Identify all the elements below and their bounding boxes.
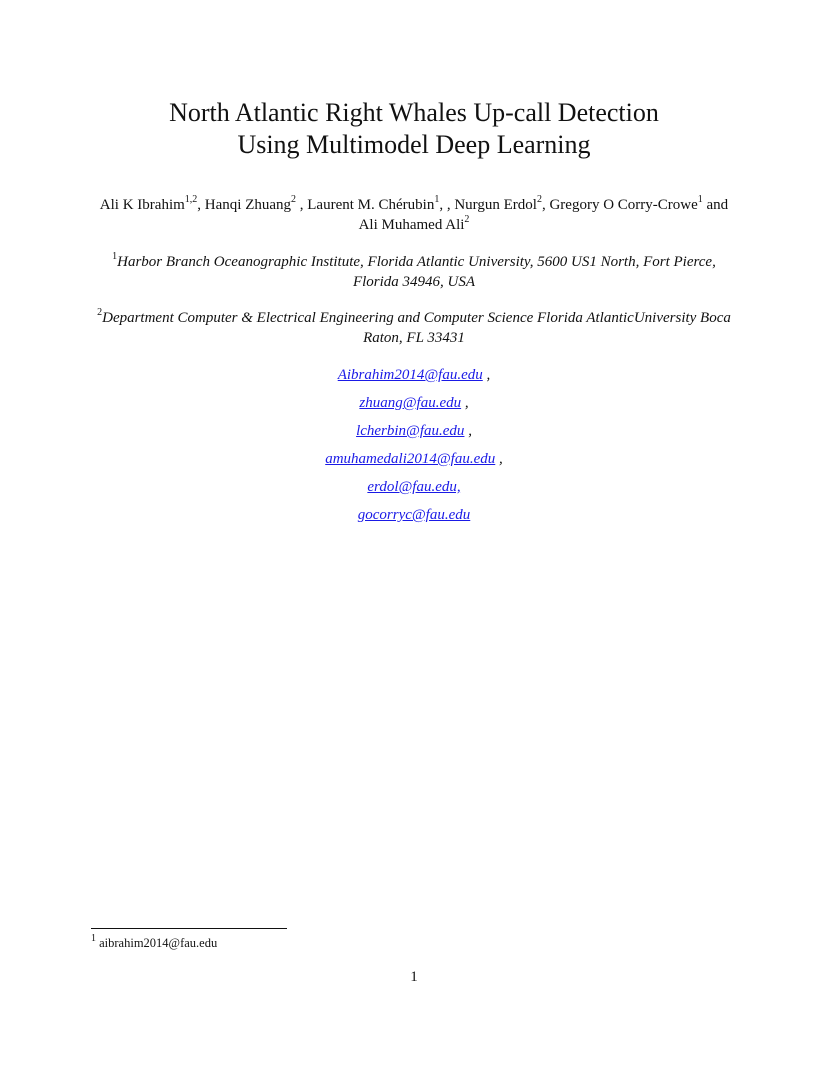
page-number: 1: [410, 969, 418, 985]
author-name: , Hanqi Zhuang: [197, 197, 292, 213]
email-link[interactable]: Aibrahim2014@fau.edu: [337, 367, 483, 383]
email-separator: ,: [464, 423, 472, 439]
footnote-text: aibrahim2014@fau.edu: [99, 936, 218, 950]
email-entry: [96, 477, 732, 505]
footnote-mark: 1: [91, 932, 96, 944]
email-link[interactable]: lcherbin@fau.edu: [356, 423, 465, 439]
author-name: , , Nurgun Erdol: [439, 197, 537, 213]
author-affiliation-mark: 1: [697, 194, 703, 205]
email-entry: [96, 449, 732, 477]
email-list: [96, 365, 732, 533]
paper-title-line-2: Using Multimodel Deep Learning: [237, 130, 591, 159]
affiliation-text: Harbor Branch Oceanographic Institute, Florida Atlantic University, 5600 US1 North, Fort Pierce, Florida 34946, USA: [117, 254, 716, 290]
email-separator: ,: [482, 367, 491, 383]
author-affiliation-mark: 1,2: [184, 194, 198, 205]
author-name: , Gregory O Corry-Crowe: [541, 197, 698, 213]
author-affiliation-mark: 1: [434, 194, 440, 205]
affiliation-mark: 1: [112, 251, 118, 262]
author-affiliation-mark: 2: [464, 214, 470, 225]
author-list: [96, 195, 732, 235]
paper-title: [60, 97, 768, 161]
email-link[interactable]: amuhamedali2014@fau.edu: [325, 451, 496, 467]
email-entry: [96, 421, 732, 449]
affiliation-1: [96, 252, 732, 292]
email-entry: [96, 365, 732, 393]
author-affiliation-mark: 2: [536, 194, 542, 205]
affiliation-2: [96, 308, 732, 348]
author-name: Ali K Ibrahim: [99, 197, 185, 213]
affiliation-text: Department Computer & Electrical Engineering and Computer Science Florida AtlanticUniversity Boca Raton, FL 33431: [102, 310, 731, 346]
email-separator: ,: [495, 451, 503, 467]
author-affiliation-mark: 2: [291, 194, 297, 205]
email-entry: [96, 505, 732, 533]
email-separator: ,: [461, 395, 469, 411]
footnote-divider: [91, 928, 287, 929]
author-name: and Ali Muhamed Ali: [358, 197, 729, 233]
footnote: [91, 932, 218, 951]
email-link[interactable]: zhuang@fau.edu: [359, 395, 462, 411]
affiliation-mark: 2: [97, 307, 103, 318]
email-link[interactable]: gocorryc@fau.edu: [357, 507, 471, 523]
email-link[interactable]: erdol@fau.edu,: [367, 479, 461, 495]
paper-title-line-1: North Atlantic Right Whales Up-call Detection: [169, 98, 659, 127]
email-entry: [96, 393, 732, 421]
author-name: , Laurent M. Chérubin: [296, 197, 435, 213]
